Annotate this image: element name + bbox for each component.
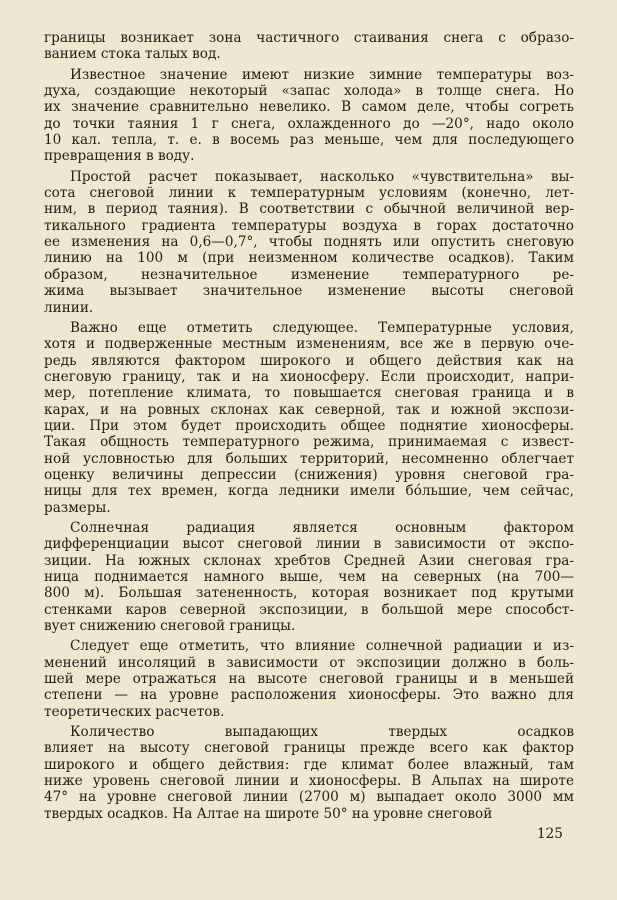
text-line: Солнечная радиация является основным фактором <box>70 519 574 536</box>
text-line: стенками каров северной экспозиции, в большой мере способст- <box>44 601 574 618</box>
text-line: линии. <box>44 299 94 316</box>
text-line: твердых осадков. На Алтае на широте 50° на уровне снеговой <box>44 805 493 822</box>
text-line: оценку величины депрессии (снижения) уровня снеговой гра- <box>44 466 574 483</box>
text-line: сота снеговой линии к температурным условиям (конечно, лет- <box>44 185 574 202</box>
text-line: карах, и на ровных склонах как северной, так и южной экспози- <box>44 401 574 418</box>
text-line: ванием стока талых вод. <box>44 46 221 63</box>
text-line: образом, незначительное изменение температурного ре- <box>44 266 574 283</box>
text-line: духа, создающие некоторый «запас холода» в толще снега. Но <box>44 83 574 100</box>
text-line: широкого и общего действия: где климат более влажный, там <box>44 756 574 773</box>
text-line: вует снижению снеговой границы. <box>44 618 296 635</box>
paragraph <box>44 724 574 822</box>
text-line: ной условностью для больших территорий, несомненно облегчает <box>44 450 574 467</box>
text-line: мер, потепление климата, то повышается снеговая граница и в <box>44 385 574 402</box>
text-line: ции. При этом будет происходить общее поднятие хионосферы. <box>44 417 574 434</box>
page-number: 125 <box>537 826 563 842</box>
text-line: менений инсоляций в зависимости от экспозиции должно в боль- <box>44 654 574 671</box>
text-line: границы возникает зона частичного стаивания снега с образо- <box>44 30 574 46</box>
text-line: Количество выпадающих твердых осадков <box>70 724 574 741</box>
text-line: шей мере отражаться на высоте снеговой границы и в меньшей <box>44 671 574 688</box>
text-line: ниже уровень снеговой линии и хионосферы. В Альпах на широте <box>44 773 574 790</box>
paragraph <box>44 638 574 720</box>
paragraph <box>44 320 574 516</box>
text-line: ним, в период таяния). В соответствии с обычной величиной вер- <box>44 201 574 218</box>
text-line: теоретических расчетов. <box>44 703 225 720</box>
paragraph <box>44 30 574 63</box>
paragraph <box>44 520 574 634</box>
page-text <box>44 30 574 826</box>
text-line: хотя и подверженные местным изменениям, все же в первую оче- <box>44 336 574 353</box>
text-line: жима вызывает значительное изменение высоты снеговой <box>44 283 574 300</box>
text-line: ница поднимается намного выше, чем на северных (на 700— <box>44 569 574 585</box>
text-line: ее изменения на 0,6—0,7°, чтобы поднять или опустить снеговую <box>44 234 574 251</box>
text-line: Известное значение имеют низкие зимние температуры воз- <box>70 66 574 83</box>
text-line: влияет на высоту снеговой границы прежде всего как фактор <box>44 740 574 757</box>
text-line: Важно еще отметить следующее. Температурные условия, <box>70 319 574 336</box>
text-line: Следует еще отметить, что влияние солнечной радиации и из- <box>70 638 574 655</box>
text-line: Такая общность температурного режима, принимаемая с извест- <box>44 434 574 451</box>
text-line: зиции. На южных склонах хребтов Средней Азии снеговая гра- <box>44 552 574 569</box>
text-line: превращения в воду. <box>44 148 195 165</box>
text-line: ницы для тех времен, когда ледники имели бóльшие, чем сейчас, <box>44 483 574 500</box>
paragraph <box>44 67 574 165</box>
text-line: 800 м). Большая затененность, которая возникает под крутыми <box>44 585 574 602</box>
text-line: тикального градиента температуры воздуха в горах достаточно <box>44 217 574 234</box>
paragraph <box>44 169 574 316</box>
text-line: степени — на уровне расположения хионосферы. Это важно для <box>44 687 574 704</box>
text-line: до точки таяния 1 г снега, охлажденного до —20°, надо около <box>44 115 574 132</box>
text-line: линию на 100 м (при неизменном количестве осадков). Таким <box>44 250 574 267</box>
text-line: 10 кал. тепла, т. е. в восемь раз меньше, чем для последующего <box>44 132 574 149</box>
text-line: 47° на уровне снеговой линии (2700 м) выпадает около 3000 мм <box>44 789 574 806</box>
text-line: размеры. <box>44 499 111 516</box>
text-line: снеговую границу, так и на хионосферу. Если происходит, напри- <box>44 368 574 385</box>
text-line: редь являются фактором широкого и общего действия как на <box>44 352 574 369</box>
text-line: их значение сравнительно невелико. В самом деле, чтобы согреть <box>44 99 574 116</box>
text-line: Простой расчет показывает, насколько «чувствительна» вы- <box>70 168 574 185</box>
text-line: дифференциации высот снеговой линии в зависимости от экспо- <box>44 536 574 553</box>
